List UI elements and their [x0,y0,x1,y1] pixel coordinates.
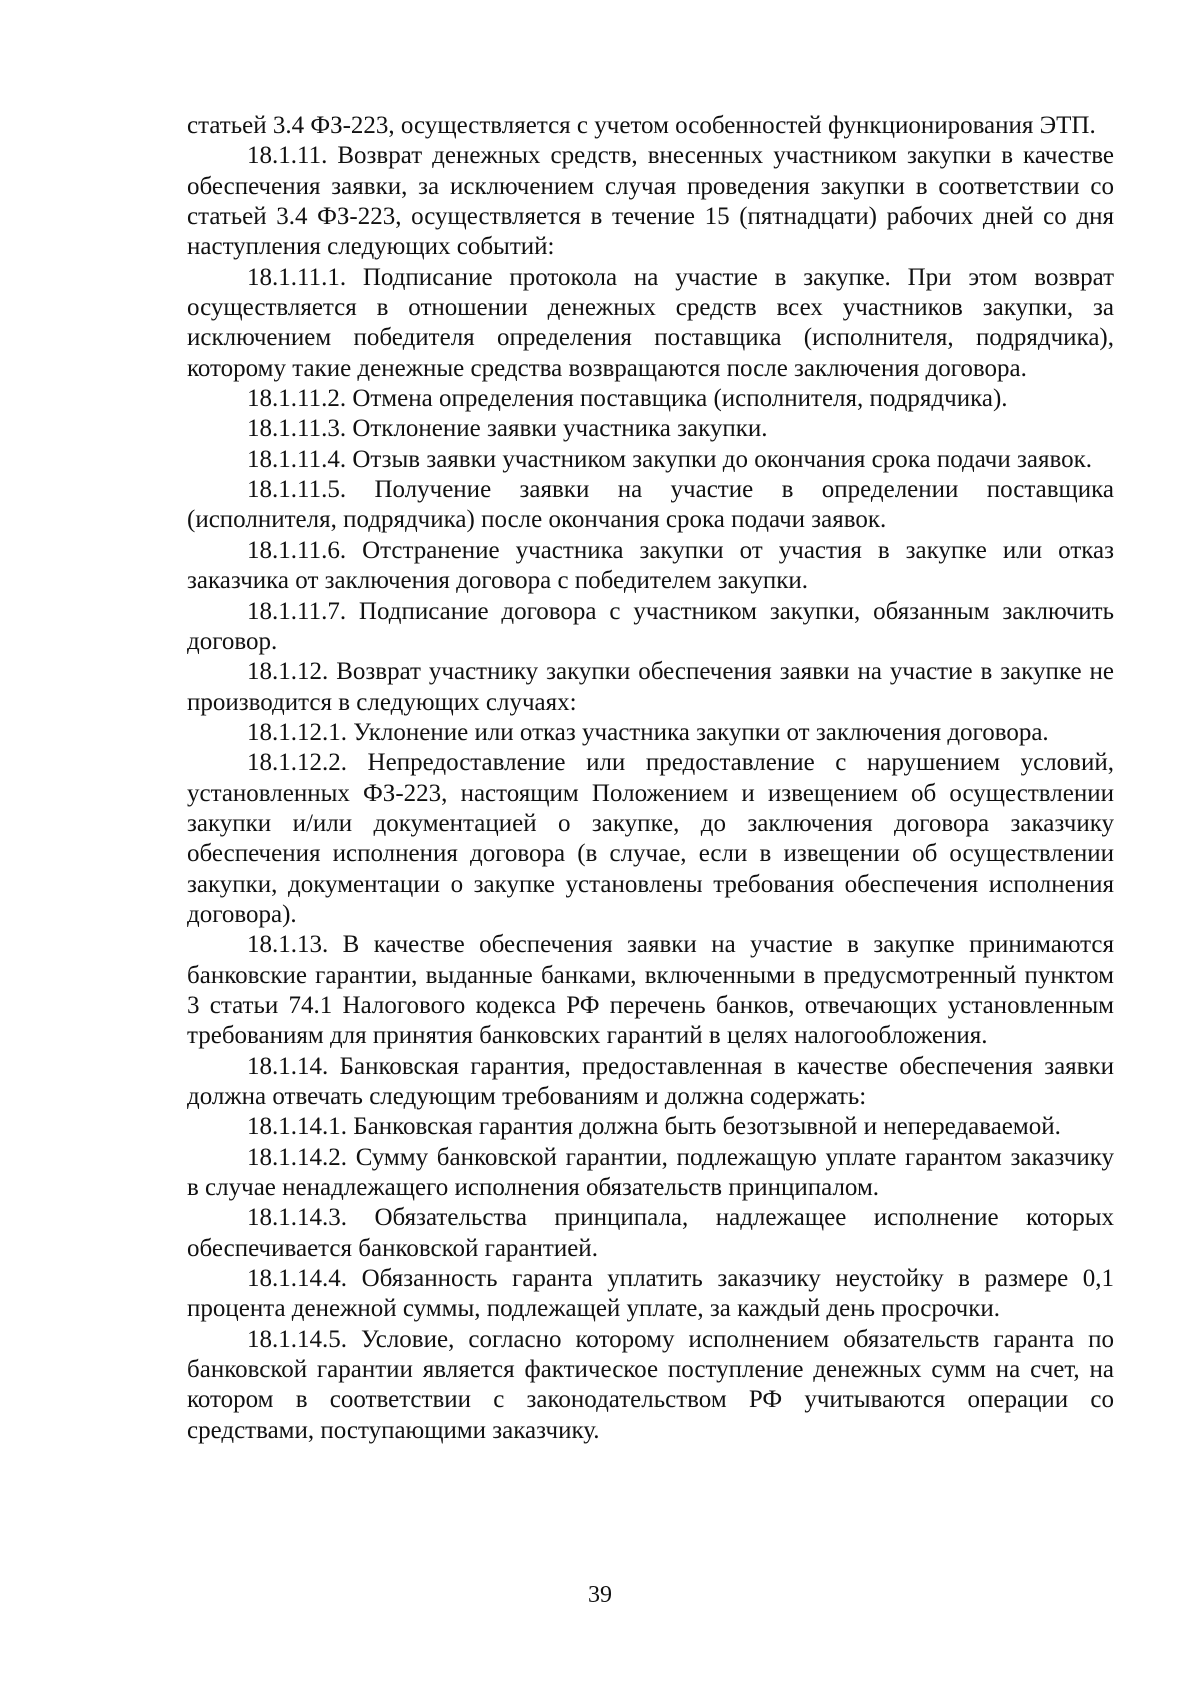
paragraph-18-1-11: 18.1.11. Возврат денежных средств, внесенных участником закупки в качестве обеспечения заявки, за исключением случая проведения закупки в соответствии со статьей 3.4 ФЗ-223, осуществляется в течение 15 (пятнадцати) рабочих дней со дня наступления следующих событий: [187,142,1114,261]
paragraph-continuation: статьей 3.4 ФЗ-223, осуществляется с учетом особенностей функционирования ЭТП. [187,112,1096,139]
paragraph-18-1-11-2: 18.1.11.2. Отмена определения поставщика (исполнителя, подрядчика). [247,385,1008,413]
paragraph-18-1-11-7: 18.1.11.7. Подписание договора с участником закупки, обязанным заключить договор. [187,597,1114,655]
paragraph-18-1-11-3: 18.1.11.3. Отклонение заявки участника закупки. [247,415,768,443]
paragraph-18-1-14-2: 18.1.14.2. Сумму банковской гарантии, подлежащую уплате гарантом заказчику в случае ненадлежащего исполнения обязательств принципалом. [187,1143,1114,1202]
paragraph-18-1-11-5: 18.1.11.5. Получение заявки на участие в определении поставщика (исполнителя, подрядчика) после окончания срока подачи заявок. [187,476,1114,534]
paragraph-18-1-12-2: 18.1.12.2. Непредоставление или предоставление с нарушением условий, установленных ФЗ-223, настоящим Положением и извещением об осуществлении закупки и/или документацией о закупке, до заключения договора заказчику обеспечения исполнения договора (в случае, если в извещении об осуществлении закупки, документации о закупке установлены требования обеспечения исполнения договора). [187,749,1114,928]
paragraph-18-1-14: 18.1.14. Банковская гарантия, предоставленная в качестве обеспечения заявки должна отвечать следующим требованиям и должна содержать: [187,1052,1114,1110]
paragraph-18-1-11-1: 18.1.11.1. Подписание протокола на участие в закупке. При этом возврат осуществляется в отношении денежных средств всех участников закупки, за исключением победителя определения поставщика (исполнителя, подрядчика), которому такие денежные средства возвращаются после заключения договора. [187,263,1114,382]
paragraph-18-1-11-4: 18.1.11.4. Отзыв заявки участником закупки до окончания срока подачи заявок. [247,445,1093,473]
paragraph-18-1-13: 18.1.13. В качестве обеспечения заявки на участие в закупке принимаются банковские гарантии, выданные банками, включенными в предусмотренный пунктом 3 статьи 74.1 Налогового кодекса РФ перечень банков, отвечающих установленным требованиям для принятия банковских гарантий в целях налогообложения. [187,931,1114,1050]
paragraph-18-1-14-5: 18.1.14.5. Условие, согласно которому исполнением обязательств гаранта по банковской гарантии является фактическое поступление денежных сумм на счет, на котором в соответствии с законодательством РФ учитываются операции со средствами, поступающими заказчику. [187,1325,1114,1444]
page-number: 39 [588,1582,612,1608]
document-body [187,111,1114,1446]
paragraph-18-1-14-1: 18.1.14.1. Банковская гарантия должна быть безотзывной и непередаваемой. [247,1113,1061,1141]
paragraph-18-1-11-6: 18.1.11.6. Отстранение участника закупки от участия в закупке или отказ заказчика от заключения договора с победителем закупки. [187,536,1114,595]
paragraph-18-1-12-1: 18.1.12.1. Уклонение или отказ участника закупки от заключения договора. [247,718,1049,746]
paragraph-18-1-14-4: 18.1.14.4. Обязанность гаранта уплатить заказчику неустойку в размере 0,1 процента денежной суммы, подлежащей уплате, за каждый день просрочки. [187,1265,1114,1323]
paragraph-18-1-14-3: 18.1.14.3. Обязательства принципала, надлежащее исполнение которых обеспечивается банковской гарантией. [187,1204,1114,1262]
paragraph-18-1-12: 18.1.12. Возврат участнику закупки обеспечения заявки на участие в закупке не производится в следующих случаях: [187,658,1114,716]
